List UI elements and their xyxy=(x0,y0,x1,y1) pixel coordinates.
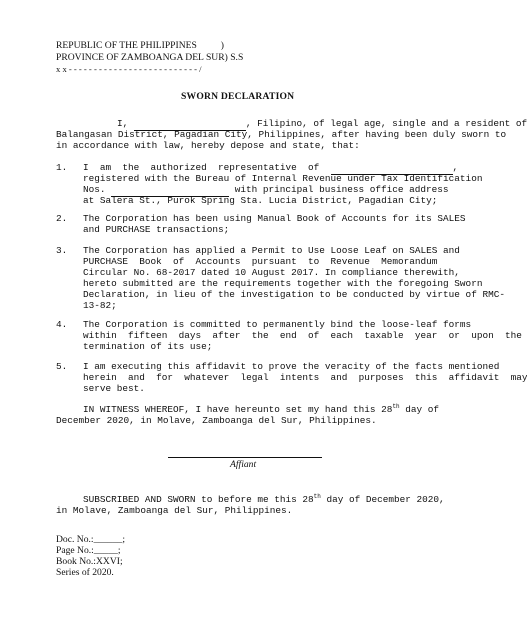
intro-prefix: I, xyxy=(117,118,134,129)
item-3-line-4: hereto submitted are the requirements together with the foregoing Sworn xyxy=(83,278,483,289)
header-province: PROVINCE OF ZAMBOANGA DEL SUR) S.S xyxy=(56,52,244,63)
header-republic: REPUBLIC OF THE PHILIPPINES ) xyxy=(56,40,224,51)
item-5-number: 5. xyxy=(56,361,68,372)
notarial-page-no: Page No.:_____; xyxy=(56,545,121,556)
item-5-line-1: I am executing this affidavit to prove the veracity of the facts mentioned xyxy=(83,361,500,372)
item-4-number: 4. xyxy=(56,319,68,330)
item-1-number: 1. xyxy=(56,162,68,173)
header-separator: x x - - - - - - - - - - - - - - - - - - - - - - - - - - / xyxy=(56,64,202,74)
item-4-line-3: termination of its use; xyxy=(83,341,213,352)
affiant-label: Affiant xyxy=(230,459,257,470)
item-1-line-2: registered with the Bureau of Internal Revenue under Tax Identification xyxy=(83,173,483,184)
subscribed-ordinal: th xyxy=(313,492,321,500)
item-4-line-1: The Corporation is committed to permanently bind the loose-leaf forms xyxy=(83,319,472,330)
item-1-text-d: with principal business office address xyxy=(229,184,449,195)
item-2-line-2: and PURCHASE transactions; xyxy=(83,224,230,235)
item-3-line-2: PURCHASE Book of Accounts pursuant to Revenue Memorandum xyxy=(83,256,438,267)
item-1-line-4: at Salera St., Purok Spring Sta. Lucia District, Pagadian City; xyxy=(83,195,438,206)
item-3-line-1: The Corporation has applied a Permit to Use Loose Leaf on SALES and xyxy=(83,245,460,256)
item-3-line-5: Declaration, in lieu of the investigation to be conducted by virtue of RMC- xyxy=(83,289,505,300)
document-title: SWORN DECLARATION xyxy=(181,91,295,102)
affiant-signature-line xyxy=(168,457,322,458)
item-1-text-a: I am the authorized representative of xyxy=(83,162,331,173)
item-1-text-b: , xyxy=(452,162,459,173)
item-2-number: 2. xyxy=(56,213,68,224)
notarial-doc-no: Doc. No.:______; xyxy=(56,534,126,545)
subscribed-text-a: SUBSCRIBED AND SWORN to before me this 28 xyxy=(83,494,314,505)
item-3-line-3: Circular No. 68-2017 dated 10 August 2017. In compliance therewith, xyxy=(83,267,460,278)
witness-ordinal: th xyxy=(392,402,400,410)
item-5-line-2: herein and for whatever legal intents and purposes this affidavit may xyxy=(83,372,527,383)
item-1-text-c: Nos. xyxy=(83,184,112,195)
witness-text-a: IN WITNESS WHEREOF, I have hereunto set my hand this 28 xyxy=(83,404,393,415)
item-3-line-6: 13-82; xyxy=(83,300,117,311)
notarial-book-no: Book No.:XXVI; xyxy=(56,556,123,567)
intro-suffix: , Filipino, of legal age, single and a resident of xyxy=(245,118,527,129)
item-2-line-1: The Corporation has been using Manual Book of Accounts for its SALES xyxy=(83,213,466,224)
notarial-series: Series of 2020. xyxy=(56,567,114,578)
item-4-line-2: within fifteen days after the end of each taxable year or upon the xyxy=(83,330,522,341)
witness-line-2: December 2020, in Molave, Zamboanga del Sur, Philippines. xyxy=(56,415,377,426)
subscribed-line-2: in Molave, Zamboanga del Sur, Philippines. xyxy=(56,505,293,516)
item-5-line-3: serve best. xyxy=(83,383,145,394)
intro-line-3: in accordance with law, hereby depose and state, that: xyxy=(56,140,360,151)
intro-line-2: Balangasan District, Pagadian City, Philippines, after having been duly sworn to xyxy=(56,129,507,140)
subscribed-text-b: day of December 2020, xyxy=(320,494,445,505)
item-3-number: 3. xyxy=(56,245,68,256)
witness-text-b: day of xyxy=(399,404,440,415)
